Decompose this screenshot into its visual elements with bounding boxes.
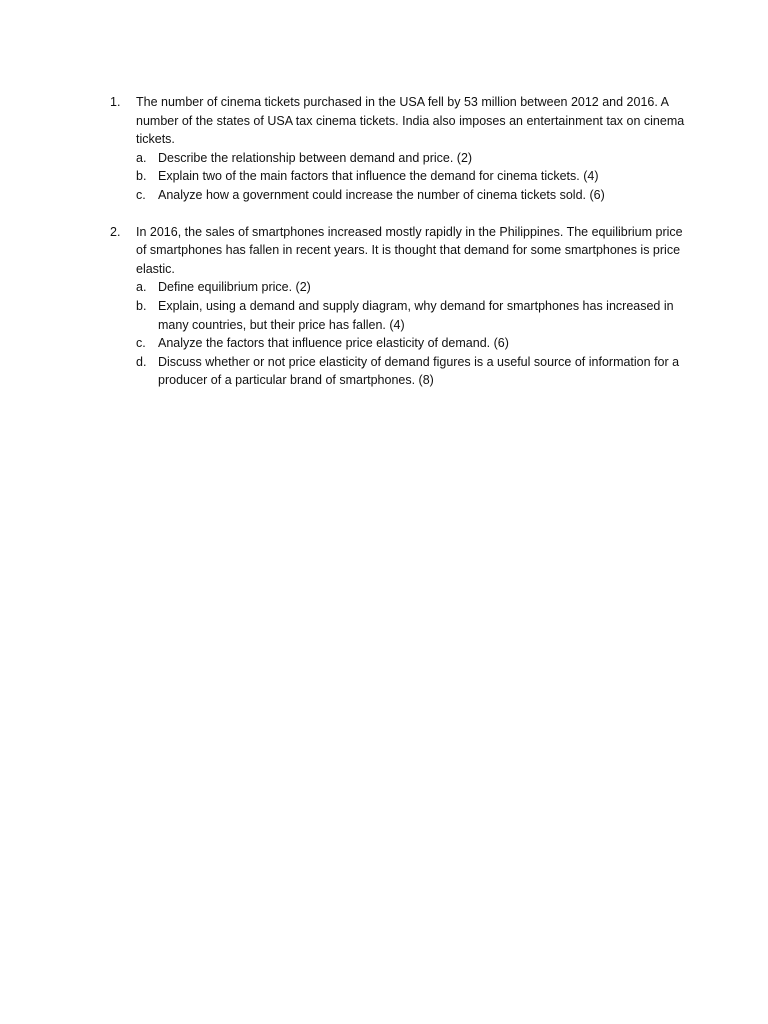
sub-question-1c <box>136 186 690 205</box>
sub-question-letter: a. <box>136 280 147 295</box>
sub-question-2b <box>136 297 690 334</box>
sub-question-letter: c. <box>136 336 146 351</box>
sub-question-letter: b. <box>136 169 147 184</box>
question-2 <box>110 223 690 390</box>
sub-question-text: Analyze the factors that influence price elasticity of demand. (6) <box>158 336 509 351</box>
sub-question-text: Analyze how a government could increase the number of cinema tickets sold. (6) <box>158 187 605 202</box>
sub-question-text: Describe the relationship between demand and price. (2) <box>158 150 473 165</box>
sub-question-1b <box>136 167 690 186</box>
sub-question-letter: d. <box>136 354 147 369</box>
sub-question-list <box>136 278 690 390</box>
sub-question-letter: b. <box>136 298 147 313</box>
question-number: 1. <box>110 95 121 109</box>
question-1 <box>110 93 690 205</box>
question-number: 2. <box>110 224 121 239</box>
sub-question-text: Explain, using a demand and supply diagram, why demand for smartphones has increased in many countries, but their price has fallen. (4) <box>158 298 674 332</box>
sub-question-1a <box>136 149 690 168</box>
sub-question-2d <box>136 353 690 390</box>
sub-question-text: Discuss whether or not price elasticity of demand figures is a useful source of information for a producer of a particular brand of smartphones. (8) <box>158 354 680 388</box>
sub-question-2a <box>136 278 690 297</box>
sub-question-list <box>136 149 690 205</box>
question-stem: The number of cinema tickets purchased in the USA fell by 53 million between 2012 and 2016. A number of the states of USA tax cinema tickets. India also imposes an entertainment tax on cinema tickets. <box>136 95 685 147</box>
sub-question-letter: c. <box>136 187 146 202</box>
question-list <box>110 93 690 408</box>
sub-question-text: Explain two of the main factors that influence the demand for cinema tickets. (4) <box>158 169 599 184</box>
question-stem: In 2016, the sales of smartphones increased mostly rapidly in the Philippines. The equilibrium price of smartphones has fallen in recent years. It is thought that demand for some smartphones is price elastic. <box>136 224 683 276</box>
sub-question-text: Define equilibrium price. (2) <box>158 280 311 295</box>
sub-question-2c <box>136 334 690 353</box>
sub-question-letter: a. <box>136 150 147 165</box>
